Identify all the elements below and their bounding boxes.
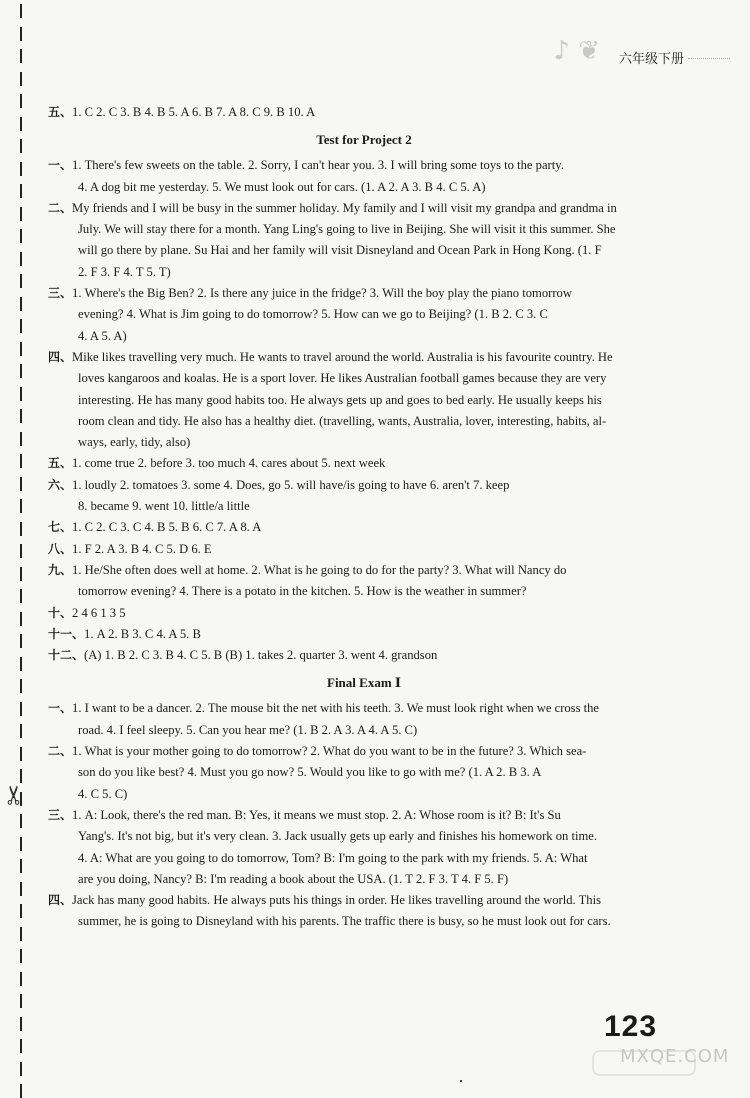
binding-dash xyxy=(20,454,22,468)
binding-dash xyxy=(20,702,22,716)
answer-line xyxy=(48,890,680,911)
answer-text: Yang's. It's not big, but it's very clean. 3. Jack usually gets up early and finishes his homework on time. xyxy=(78,829,597,844)
binding-dash xyxy=(20,319,22,333)
watermark-text: MXQE.COM xyxy=(620,1046,730,1067)
header-divider xyxy=(688,58,730,59)
binding-dash xyxy=(20,432,22,446)
binding-dash xyxy=(20,342,22,356)
answer-line xyxy=(48,560,680,581)
answer-line xyxy=(48,432,680,453)
binding-dash xyxy=(20,994,22,1008)
answer-text: 1. C 2. C 3. B 4. B 5. A 6. B 7. A 8. C 9. B 10. A xyxy=(72,105,316,119)
answer-line xyxy=(48,826,680,847)
binding-dash xyxy=(20,949,22,963)
binding-dash xyxy=(20,657,22,671)
answer-line xyxy=(48,869,680,890)
answer-text: 1. Where's the Big Ben? 2. Is there any juice in the fridge? 3. Will the boy play the piano tomorrow xyxy=(72,286,572,301)
question-number: 十、 xyxy=(48,605,73,620)
binding-dash xyxy=(20,679,22,693)
binding-dash xyxy=(20,634,22,648)
answer-line xyxy=(48,603,680,624)
question-number: 三、 xyxy=(48,807,73,822)
answer-line xyxy=(48,262,680,283)
answer-line xyxy=(48,453,680,474)
binding-dash xyxy=(20,499,22,513)
answer-line xyxy=(48,347,680,368)
print-dot xyxy=(460,1080,462,1082)
answer-text: loves kangaroos and koalas. He is a sport lover. He likes Australian football games because they are very xyxy=(78,371,607,386)
answer-line xyxy=(48,581,680,602)
question-number: 五、 xyxy=(48,105,73,119)
question-number: 二、 xyxy=(48,744,73,759)
answer-line xyxy=(48,517,680,538)
grade-label: 六年级下册 xyxy=(618,52,684,67)
question-number: 十二、 xyxy=(48,648,85,663)
answer-text: Jack has many good habits. He always puts his things in order. He likes travelling around the world. This xyxy=(72,893,601,908)
answer-line xyxy=(48,848,680,869)
binding-dash xyxy=(20,1017,22,1031)
answer-text: summer, he is going to Disneyland with his parents. The traffic there is busy, so he must look out for cars. xyxy=(78,914,611,929)
answer-text: 2. F 3. F 4. T 5. T) xyxy=(78,264,171,279)
answer-text: are you doing, Nancy? B: I'm reading a book about the USA. (1. T 2. F 3. T 4. F 5. F) xyxy=(78,871,509,886)
answer-line xyxy=(48,198,680,219)
binding-dash xyxy=(20,297,22,311)
binding-dash xyxy=(20,409,22,423)
binding-dash xyxy=(20,49,22,63)
answer-line xyxy=(48,805,680,826)
answer-text: 1. A 2. B 3. C 4. A 5. B xyxy=(84,626,201,641)
answer-text: 4. A dog bit me yesterday. 5. We must look out for cars. (1. A 2. A 3. B 4. C 5. A) xyxy=(78,179,486,194)
answer-text: 1. loudly 2. tomatoes 3. some 4. Does, go 5. will have/is going to have 6. aren't 7. keep xyxy=(72,477,510,492)
answer-line xyxy=(48,102,680,123)
question-number: 四、 xyxy=(48,893,73,908)
binding-dash xyxy=(20,117,22,131)
answer-line xyxy=(48,496,680,517)
binding-margin xyxy=(0,0,40,1096)
question-number: 八、 xyxy=(48,541,73,556)
answer-text: 1. A: Look, there's the red man. B: Yes, it means we must stop. 2. A: Whose room is it? B: It's Su xyxy=(72,807,561,822)
answer-line xyxy=(48,240,680,261)
binding-dash xyxy=(20,882,22,896)
section-title: Final Exam Ⅰ xyxy=(327,675,401,691)
binding-dash xyxy=(20,927,22,941)
binding-dash xyxy=(20,589,22,603)
answer-line xyxy=(48,645,680,666)
answer-line xyxy=(48,762,680,783)
binding-dash xyxy=(20,522,22,536)
answer-line xyxy=(48,411,680,432)
answer-text: 1. come true 2. before 3. too much 4. cares about 5. next week xyxy=(72,456,386,471)
answer-line xyxy=(48,475,680,496)
binding-dash xyxy=(20,72,22,86)
question-number: 十一、 xyxy=(48,626,85,641)
answer-text: 8. became 9. went 10. little/a little xyxy=(78,499,250,514)
binding-dash xyxy=(20,274,22,288)
question-number: 七、 xyxy=(48,520,73,535)
answer-line xyxy=(48,219,680,240)
answer-text: 1. He/She often does well at home. 2. What is he going to do for the party? 3. What will Nancy do xyxy=(72,562,567,577)
binding-dash xyxy=(20,567,22,581)
answer-text: Mike likes travelling very much. He wants to travel around the world. Australia is his favourite country. He xyxy=(72,349,613,364)
answer-line xyxy=(48,539,680,560)
answer-text: tomorrow evening? 4. There is a potato in the kitchen. 5. How is the weather in summer? xyxy=(78,584,527,599)
answer-line xyxy=(48,624,680,645)
binding-dash xyxy=(20,94,22,108)
binding-dash xyxy=(20,972,22,986)
answer-text: road. 4. I feel sleepy. 5. Can you hear me? (1. B 2. A 3. A 4. A 5. C) xyxy=(78,722,418,737)
answer-line xyxy=(48,326,680,347)
binding-dash xyxy=(20,837,22,851)
answer-text: room clean and tidy. He also has a healthy diet. (travelling, wants, Australia, lover, interesting, habits, al- xyxy=(78,413,607,428)
answer-line xyxy=(48,304,680,325)
answer-line xyxy=(48,368,680,389)
binding-dash xyxy=(20,207,22,221)
answer-line xyxy=(48,698,680,719)
answer-text: (A) 1. B 2. C 3. B 4. C 5. B (B) 1. takes 2. quarter 3. went 4. grandson xyxy=(84,648,438,663)
answer-line xyxy=(48,911,680,932)
answer-text: ways, early, tidy, also) xyxy=(78,435,191,450)
binding-dash xyxy=(20,229,22,243)
binding-dash xyxy=(20,364,22,378)
scissors-icon: ✂ xyxy=(0,784,29,806)
binding-dash xyxy=(20,477,22,491)
answer-text: 1. F 2. A 3. B 4. C 5. D 6. E xyxy=(72,541,212,556)
binding-dash xyxy=(20,252,22,266)
answer-line xyxy=(48,177,680,198)
answer-text: My friends and I will be busy in the summer holiday. My family and I will visit my grandpa and grandma in xyxy=(72,200,617,215)
answer-line xyxy=(48,155,680,176)
answer-text: 4. A 5. A) xyxy=(78,328,127,343)
answer-text: 1. There's few sweets on the table. 2. Sorry, I can't hear you. 3. I will bring some toys to the party. xyxy=(72,158,564,173)
question-number: 一、 xyxy=(48,158,73,173)
answer-text: 1. What is your mother going to do tomorrow? 2. What do you want to be in the future? 3. Which sea- xyxy=(72,744,587,759)
binding-dash xyxy=(20,184,22,198)
answer-line xyxy=(48,784,680,805)
binding-dash xyxy=(20,904,22,918)
answer-text: July. We will stay there for a month. Yang Ling's going to live in Beijing. She will visit it this summer. She xyxy=(78,222,616,237)
answer-text: son do you like best? 4. Must you go now? 5. Would you like to go with me? (1. A 2. B 3. A xyxy=(78,765,542,780)
binding-dash xyxy=(20,612,22,626)
section-title: Test for Project 2 xyxy=(316,132,412,148)
binding-dash xyxy=(20,4,22,18)
question-number: 六、 xyxy=(48,477,73,492)
binding-dash xyxy=(20,1062,22,1076)
binding-dash xyxy=(20,27,22,41)
question-number: 二、 xyxy=(48,200,73,215)
binding-dash xyxy=(20,139,22,153)
answer-line xyxy=(48,390,680,411)
answer-line xyxy=(48,720,680,741)
binding-dash xyxy=(20,724,22,738)
page-number: 123 xyxy=(604,1010,658,1043)
answer-text: will go there by plane. Su Hai and her family will visit Disneyland and Ocean Park in Hong Kong. (1. F xyxy=(78,243,602,258)
answer-text: 1. I want to be a dancer. 2. The mouse bit the net with his teeth. 3. We must look right when we cross the xyxy=(72,701,600,716)
answer-text: 4. A: What are you going to do tomorrow, Tom? B: I'm going to the park with my friends. 5. A: What xyxy=(78,850,588,865)
binding-dash xyxy=(20,387,22,401)
question-number: 三、 xyxy=(48,286,73,301)
answer-content xyxy=(48,102,680,933)
binding-dash xyxy=(20,814,22,828)
binding-dash xyxy=(20,859,22,873)
answer-line xyxy=(48,741,680,762)
question-number: 一、 xyxy=(48,701,73,716)
answer-text: 2 4 6 1 3 5 xyxy=(72,605,126,620)
question-number: 四、 xyxy=(48,349,73,364)
answer-text: 1. C 2. C 3. C 4. B 5. B 6. C 7. A 8. A xyxy=(72,520,262,535)
question-number: 五、 xyxy=(48,456,73,471)
binding-dash xyxy=(20,162,22,176)
answer-text: evening? 4. What is Jim going to do tomorrow? 5. How can we go to Beijing? (1. B 2. C 3. C xyxy=(78,307,548,322)
answer-text: interesting. He has many good habits too. He always gets up and goes to bed early. He usually keeps his xyxy=(78,392,602,407)
header-decoration-icon: ♪ ❦ xyxy=(553,36,600,66)
answer-text: 4. C 5. C) xyxy=(78,786,128,801)
answer-line xyxy=(48,283,680,304)
binding-dash xyxy=(20,1039,22,1053)
binding-dash xyxy=(20,544,22,558)
binding-dash xyxy=(20,747,22,761)
binding-dash xyxy=(20,769,22,783)
question-number: 九、 xyxy=(48,562,73,577)
